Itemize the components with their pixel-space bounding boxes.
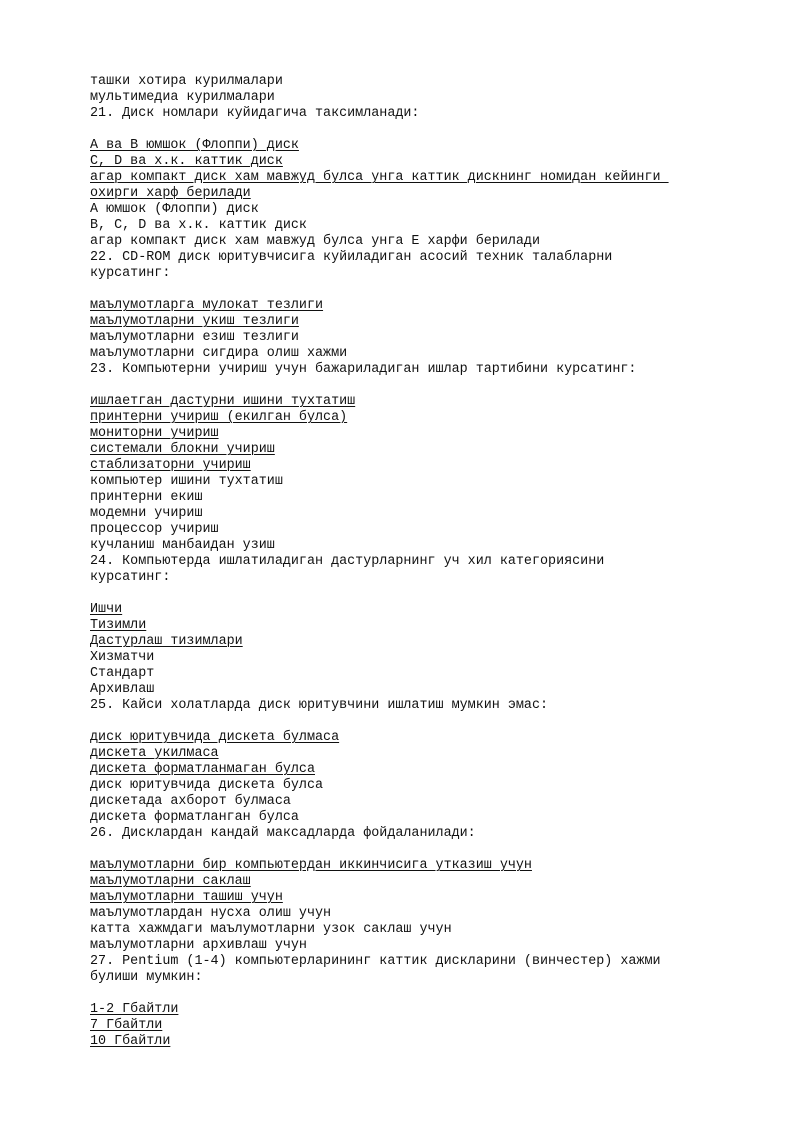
text-line: маълумотларни езиш тезлиги	[90, 330, 299, 345]
text-line: 27. Pentium (1-4) компьютерларининг каттик дискларини (винчестер) хажми	[90, 954, 661, 969]
text-line: дискета форматланган булса	[90, 810, 299, 825]
text-line: курсатинг:	[90, 570, 171, 585]
answer-line-underlined: маълумотларни укиш тезлиги	[90, 314, 299, 329]
blank-line	[90, 122, 770, 138]
text-line: 22. CD-ROM диск юритувчисига куйиладиган асосий техник талабларни	[90, 250, 613, 265]
answer-line-underlined: ишлаетган дастурни ишини тухтатиш	[90, 394, 356, 409]
answer-line-underlined: маълумотларни саклаш	[90, 874, 251, 889]
text-line: дискетада ахборот булмаса	[90, 794, 291, 809]
answer-line-underlined: А ва В юмшок (Флоппи) диск	[90, 138, 299, 153]
answer-line-underlined: 10 Гбайтли	[90, 1034, 171, 1049]
blank-line	[90, 586, 770, 602]
text-line: Хизматчи	[90, 650, 155, 665]
blank-line	[90, 282, 770, 298]
text-line: процессор учириш	[90, 522, 219, 537]
answer-line-underlined: дискета укилмаса	[90, 746, 219, 761]
answer-line-underlined: принтерни учириш (екилган булса)	[90, 410, 348, 425]
answer-line-underlined: дискета форматланмаган булса	[90, 762, 315, 777]
text-line: А юмшок (Флоппи) диск	[90, 202, 259, 217]
answer-line-underlined: маълумотларни ташиш учун	[90, 890, 283, 905]
answer-line-underlined: 1-2 Гбайтли	[90, 1002, 179, 1017]
text-line: Архивлаш	[90, 682, 155, 697]
blank-line	[90, 842, 770, 858]
text-line: принтерни екиш	[90, 490, 203, 505]
text-line: 24. Компьютерда ишлатиладиган дастурларнинг уч хил категориясини	[90, 554, 605, 569]
text-line: агар компакт диск хам мавжуд булса унга Е харфи берилади	[90, 234, 540, 249]
answer-line-underlined: маълумотларни бир компьютердан иккинчисига утказиш учун	[90, 858, 532, 873]
text-line: мультимедиа курилмалари	[90, 90, 275, 105]
text-line: 26. Дисклардан кандай максадларда фойдаланилади:	[90, 826, 476, 841]
text-line: маълумотларни архивлаш учун	[90, 938, 307, 953]
text-line: кучланиш манбаидан узиш	[90, 538, 275, 553]
text-line: модемни учириш	[90, 506, 203, 521]
text-line: компьютер ишини тухтатиш	[90, 474, 283, 489]
answer-line-underlined: С, D ва х.к. каттик диск	[90, 154, 283, 169]
text-line: катта хажмдаги маълумотларни узок саклаш учун	[90, 922, 452, 937]
blank-line	[90, 378, 770, 394]
answer-line-underlined: мониторни учириш	[90, 426, 219, 441]
document-body	[90, 74, 770, 1050]
text-line: курсатинг:	[90, 266, 171, 281]
text-line: маълумотлардан нусха олиш учун	[90, 906, 332, 921]
answer-line-underlined: 7 Гбайтли	[90, 1018, 163, 1033]
blank-line	[90, 714, 770, 730]
answer-line-underlined: Тизимли	[90, 618, 147, 633]
answer-line-underlined: маълумотларга мулокат тезлиги	[90, 298, 324, 313]
answer-line-underlined: охирги харф берилади	[90, 186, 251, 201]
answer-line-underlined: агар компакт диск хам мавжуд булса унга каттик дискнинг номидан кейинги	[90, 170, 669, 185]
text-line: Стандарт	[90, 666, 155, 681]
answer-line-underlined: Ишчи	[90, 602, 123, 617]
text-line: маълумотларни сигдира олиш хажми	[90, 346, 348, 361]
blank-line	[90, 986, 770, 1002]
text-line: В, С, D ва х.к. каттик диск	[90, 218, 307, 233]
answer-line-underlined: Дастурлаш тизимлари	[90, 634, 243, 649]
text-line: 21. Диск номлари куйидагича таксимланади:	[90, 106, 420, 121]
answer-line-underlined: системали блокни учириш	[90, 442, 275, 457]
answer-line-underlined: стаблизаторни учириш	[90, 458, 251, 473]
text-line: диск юритувчида дискета булса	[90, 778, 324, 793]
text-line: ташки хотира курилмалари	[90, 74, 283, 89]
text-line: булиши мумкин:	[90, 970, 203, 985]
text-line: 25. Кайси холатларда диск юритувчини ишлатиш мумкин эмас:	[90, 698, 549, 713]
answer-line-underlined: диск юритувчида дискета булмаса	[90, 730, 340, 745]
text-line: 23. Компьютерни учириш учун бажариладиган ишлар тартибини курсатинг:	[90, 362, 637, 377]
